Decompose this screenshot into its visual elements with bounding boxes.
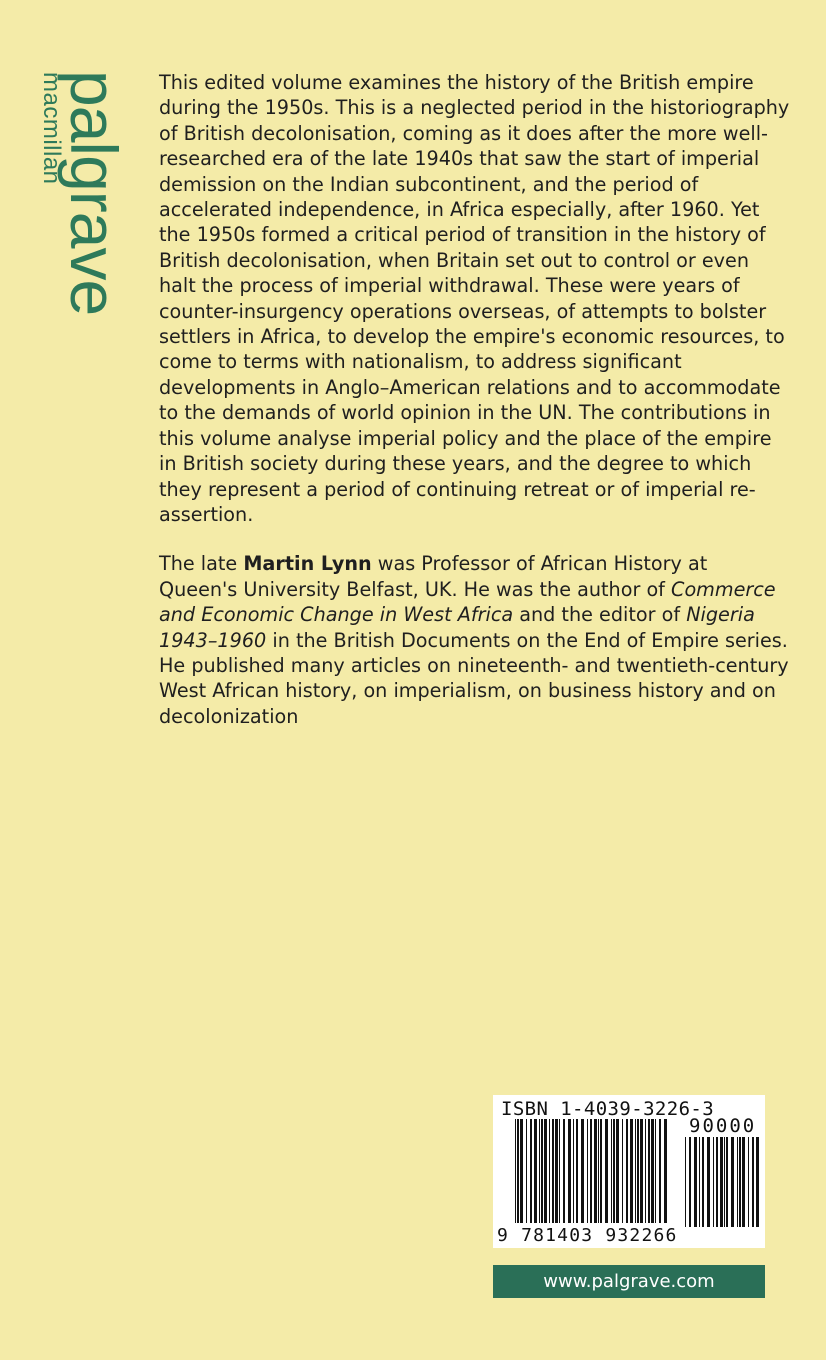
barcode-bar [559,1119,560,1223]
barcode-bar [713,1137,714,1227]
barcode-bar [689,1137,691,1227]
barcode-bar [526,1119,527,1223]
barcode-bar [549,1119,550,1223]
barcode-bar [756,1137,759,1227]
bio-part-3: in the British Documents on the End of Empire series. He published many articles on nineteenth- and twentieth-century West African history, on imperialism, on business history and on decolonization [159,628,789,728]
barcode-bar [739,1137,741,1227]
barcode-bar [635,1119,636,1223]
barcode-bar [530,1119,532,1223]
barcode-bar [752,1137,754,1227]
barcode-bar [576,1119,578,1223]
barcode-bar [694,1137,697,1227]
main-barcode [515,1119,667,1223]
barcode-bar [742,1137,745,1227]
barcode-bar [515,1119,516,1223]
barcode-bar [685,1137,686,1227]
barcode-bar [737,1137,738,1227]
barcode-bar [659,1119,661,1223]
isbn-text: ISBN 1-4039-3226-3 [501,1098,715,1120]
website-url[interactable]: www.palgrave.com [543,1271,715,1292]
barcode-bar [720,1137,723,1227]
author-name: Martin Lynn [243,552,372,576]
barcode-bar [563,1119,565,1223]
barcode-bar [534,1119,537,1223]
price-code: 90000 [689,1115,757,1137]
barcode-bar [555,1119,558,1223]
website-banner[interactable] [493,1265,765,1298]
barcode-bar [651,1119,654,1223]
barcode-bar [655,1119,656,1223]
barcode-bar [568,1119,571,1223]
logo-rotated [38,70,131,316]
barcode-bar [637,1119,639,1223]
bio-part-1: was Professor of African History at Queen's University Belfast, UK. He was the author of [159,552,708,601]
barcode-bar [648,1119,650,1223]
barcode-bar [600,1119,602,1223]
addon-barcode [685,1137,759,1227]
barcode-bar [517,1119,519,1223]
barcode-bar [539,1119,540,1223]
barcode-bar [611,1119,612,1223]
barcode-bar [622,1119,623,1223]
back-cover-text [159,70,791,729]
publisher-logo [38,70,131,320]
barcode-bar [605,1119,608,1223]
bio-part-2: and the editor of [513,603,687,627]
barcode-bar [726,1137,728,1227]
barcode-bar [664,1119,667,1223]
barcode-bar [594,1119,597,1223]
barcode-bar [544,1119,547,1223]
barcode-bar [587,1119,588,1223]
barcode-bar [541,1119,543,1223]
barcode-bar [731,1137,734,1227]
barcode-bar [645,1119,646,1223]
barcode-bar [590,1119,592,1223]
book-title-2: Nigeria 1943–1960 [159,603,755,652]
logo-wordmark: palgrave [57,70,131,316]
barcode-bar [699,1137,700,1227]
author-bio [159,551,791,729]
barcode-bar [716,1137,718,1227]
barcode-bar [724,1137,725,1227]
barcode-bar [707,1137,710,1227]
isbn-barcode [493,1095,765,1248]
barcode-bar [520,1119,523,1223]
barcode-bar [640,1119,643,1223]
barcode-bar [616,1119,619,1223]
barcode-bar [598,1119,599,1223]
barcode-bar [573,1119,574,1223]
book-title-1: Commerce and Economic Change in West Africa [159,577,776,627]
ean-digits: 9 781403 932266 [497,1225,678,1246]
barcode-bar [702,1137,704,1227]
barcode-bar [613,1119,615,1223]
book-description: This edited volume examines the history of the British empire during the 1950s. This is a neglected period in the historiography of British decolonisation, coming as it does after the more well-researched era of the late 1940s that saw the start of imperial demission on the Indian subcontinent, and the period of accelerated independence, in Africa especially, after 1960. Yet the 1950s formed a critical period of transition in the history of British decolonisation, when Britain set out to control or even halt the process of imperial withdrawal. These were years of counter-insurgency operations overseas, of attempts to bolster settlers in Africa, to develop the empire's economic resources, to come to terms with nationalism, to address significant developments in Anglo–American relations and to accommodate to the demands of world opinion in the UN. The contributions in this volume analyse imperial policy and the place of the empire in British society during these years, and the degree to which they represent a period of continuing retreat or of imperial re-assertion. [159,71,790,526]
barcode-bar [581,1119,584,1223]
barcode-bar [626,1119,628,1223]
barcode-bar [748,1137,749,1227]
bio-intro: The late [159,552,244,576]
barcode-bar [552,1119,554,1223]
logo-subtitle: macmillan [38,72,65,185]
barcode-bar [630,1119,633,1223]
